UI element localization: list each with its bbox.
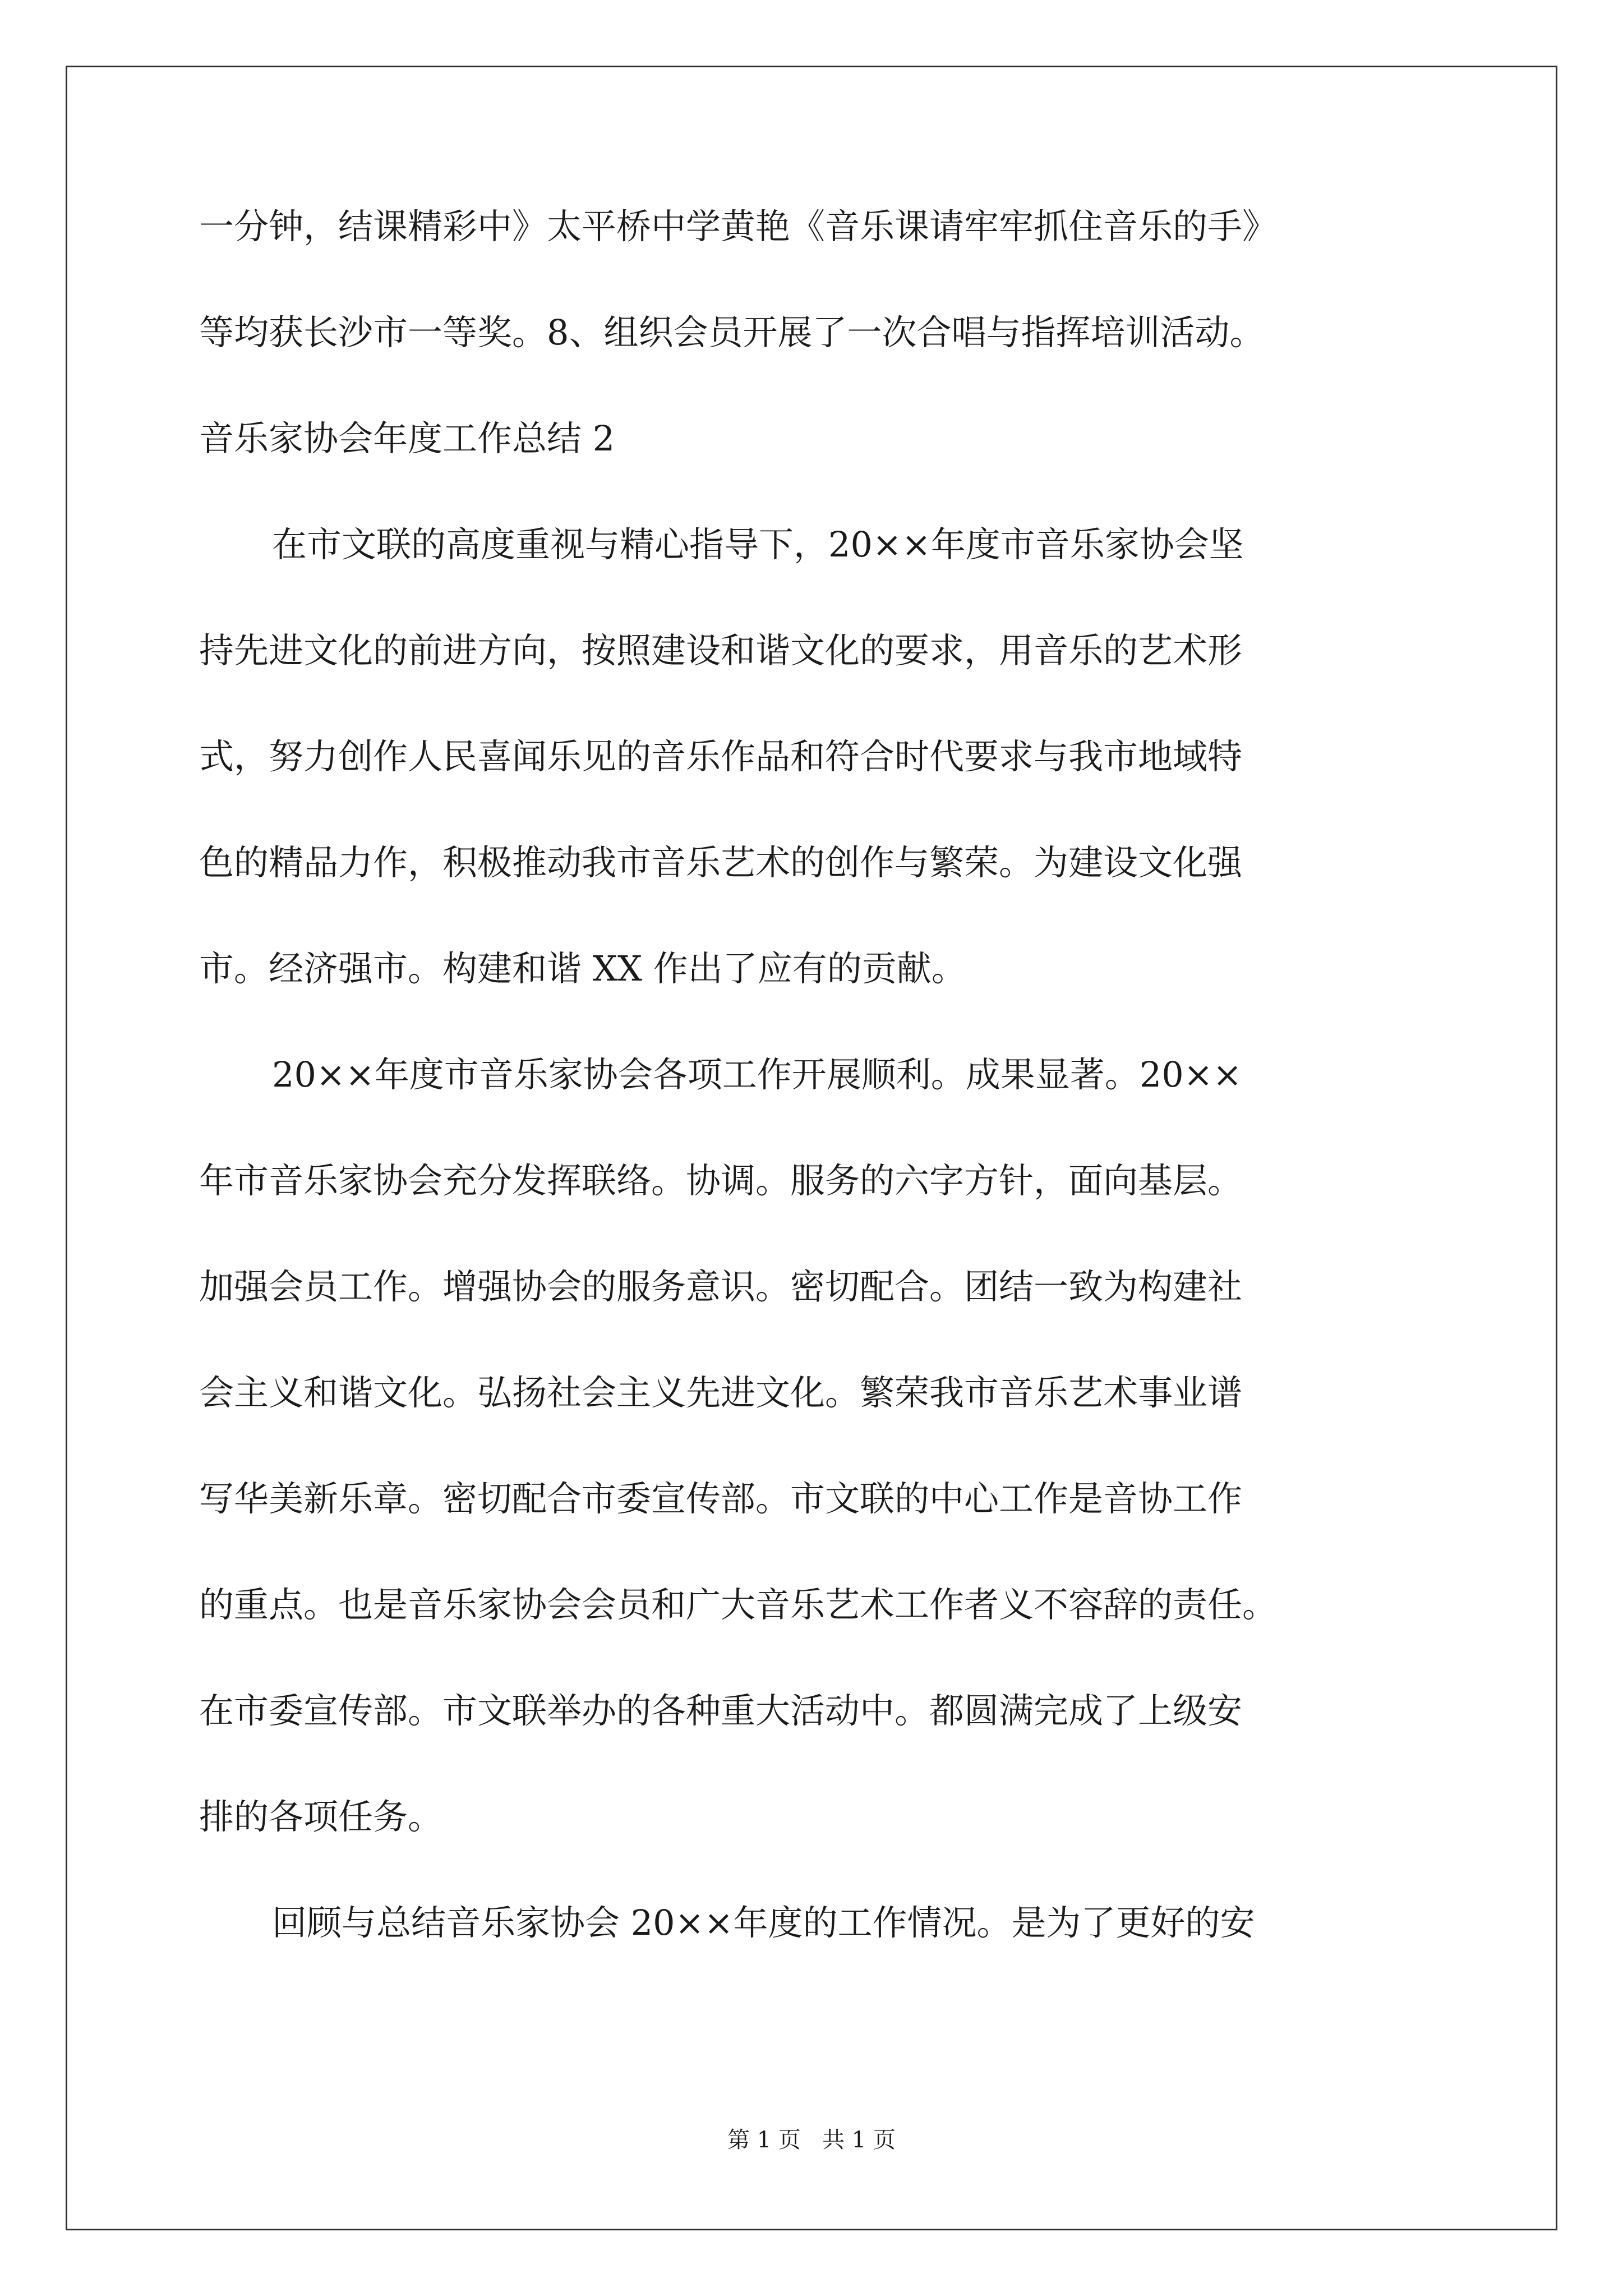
text-line: 写华美新乐章。密切配合市委宣传部。市文联的中心工作是音协工作 bbox=[199, 1478, 1243, 1519]
text-line: 会主义和谐文化。弘扬社会主义先进文化。繁荣我市音乐艺术事业谱 bbox=[199, 1372, 1243, 1413]
text-line: 等均获长沙市一等奖。8、组织会员开展了一次合唱与指挥培训活动。 bbox=[199, 312, 1265, 353]
paragraph-start-line: 回顾与总结音乐家协会 20××年度的工作情况。是为了更好的安 bbox=[272, 1902, 1255, 1943]
text-line: 加强会员工作。增强协会的服务意识。密切配合。团结一致为构建社 bbox=[199, 1266, 1243, 1307]
paragraph-start-line: 20××年度市音乐家协会各项工作开展顺利。成果显著。20×× bbox=[272, 1054, 1242, 1095]
text-line: 市。经济强市。构建和谐 XX 作出了应有的贡献。 bbox=[199, 948, 966, 989]
section-heading: 音乐家协会年度工作总结 2 bbox=[199, 418, 615, 459]
text-line: 排的各项任务。 bbox=[199, 1796, 443, 1837]
text-line: 一分钟，结课精彩中》太平桥中学黄艳《音乐课请牢牢抓住音乐的手》 bbox=[199, 206, 1278, 247]
text-line: 年市音乐家协会充分发挥联络。协调。服务的六字方针，面向基层。 bbox=[199, 1160, 1243, 1201]
text-line: 色的精品力作，积极推动我市音乐艺术的创作与繁荣。为建设文化强 bbox=[199, 842, 1243, 883]
text-line: 持先进文化的前进方向，按照建设和谐文化的要求，用音乐的艺术形 bbox=[199, 630, 1243, 671]
text-line: 式，努力创作人民喜闻乐见的音乐作品和符合时代要求与我市地域特 bbox=[199, 736, 1243, 777]
paragraph-start-line: 在市文联的高度重视与精心指导下，20××年度市音乐家协会坚 bbox=[272, 524, 1244, 565]
text-line: 在市委宣传部。市文联举办的各种重大活动中。都圆满完成了上级安 bbox=[199, 1690, 1243, 1731]
page-number-footer: 第 1 页 共 1 页 bbox=[727, 2127, 896, 2153]
text-line: 的重点。也是音乐家协会会员和广大音乐艺术工作者义不容辞的责任。 bbox=[199, 1584, 1278, 1625]
